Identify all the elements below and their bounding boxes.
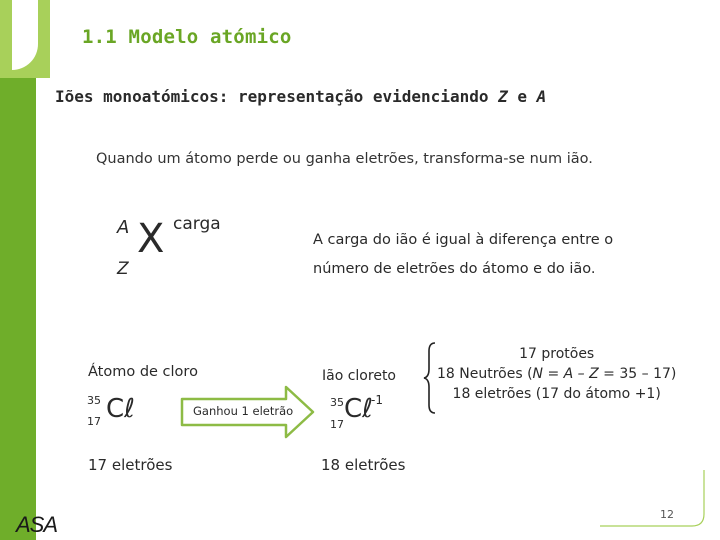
atom-label: Átomo de cloro: [88, 364, 198, 380]
notation-number-symbol: Z: [117, 259, 129, 279]
atom-electrons: 17 eletrões: [88, 456, 173, 474]
page-number: 12: [660, 508, 674, 521]
ion-neutrons-tail: = 35 – 17): [598, 366, 677, 382]
page-title: 1.1 Modelo atómico: [82, 26, 292, 48]
curly-brace-icon: [423, 341, 437, 415]
ion-neutrons-formula: N = A – Z: [532, 366, 599, 382]
atom-mass-number: 35: [87, 394, 101, 407]
subtitle-lead: Iões monoatómicos: representação evidenciando: [55, 87, 499, 106]
ion-mass-number: 35: [330, 396, 344, 409]
publisher-logo: [16, 512, 58, 537]
ion-symbol: Cℓ: [344, 394, 373, 424]
charge-explanation-line1: A carga do ião é igual à diferença entre o: [313, 232, 614, 248]
corner-divider: [600, 470, 710, 530]
ion-composition: [437, 344, 676, 404]
atom-atomic-number: 17: [87, 415, 101, 428]
ion-neutrons: [437, 364, 676, 384]
arrow-label: Ganhou 1 eletrão: [193, 404, 294, 418]
subtitle-a: A: [536, 87, 547, 106]
ion-electrons: 18 eletrões: [321, 456, 406, 474]
charge-explanation: [313, 226, 613, 284]
charge-explanation-line2: número de eletrões do átomo e do ião.: [313, 261, 596, 277]
side-band: [0, 0, 36, 540]
ion-charge: -1: [371, 393, 383, 407]
ion-electrons-detail: 18 eletrões (17 do átomo +1): [452, 386, 661, 402]
ion-label: Ião cloreto: [322, 368, 396, 384]
atom-symbol: Cℓ: [106, 394, 135, 424]
intro-text: Quando um átomo perde ou ganha eletrões, transforma-se num ião.: [96, 151, 593, 167]
notation-mass-symbol: A: [117, 217, 130, 238]
notation-charge: carga: [173, 214, 221, 234]
subtitle-z: Z: [498, 87, 508, 106]
notation-element-symbol: X: [137, 216, 165, 262]
ion-atomic-number: 17: [330, 418, 344, 431]
subtitle-mid: e: [507, 87, 537, 106]
slide-subtitle: [55, 87, 546, 106]
ion-neutrons-lead: 18 Neutrões (: [437, 366, 533, 382]
svg-text:ASA: ASA: [16, 512, 58, 537]
ion-protons: 17 protões: [519, 346, 595, 362]
